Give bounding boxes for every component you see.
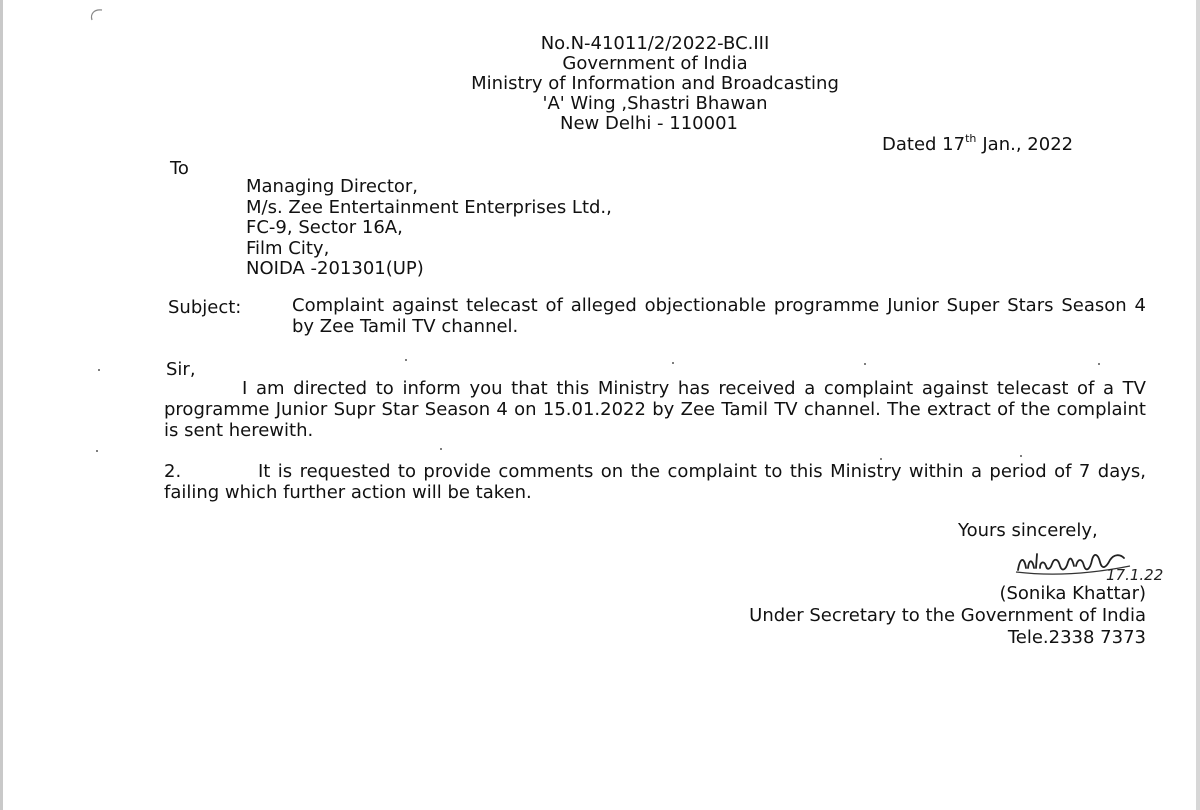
ministry-name: Ministry of Information and Broadcasting	[471, 73, 839, 94]
signatory-telephone: Tele.2338 7373	[1007, 627, 1146, 648]
signatory-block	[749, 583, 1146, 649]
date-ordinal: th	[965, 132, 977, 145]
date-suffix: Jan., 2022	[982, 134, 1074, 155]
address-line: NOIDA -201301(UP)	[246, 258, 424, 279]
signatory-name: (Sonika Khattar)	[999, 583, 1146, 604]
signature-date: 17.1.22	[1106, 566, 1164, 584]
office-wing: 'A' Wing ,Shastri Bhawan	[542, 93, 768, 114]
to-label: To	[170, 158, 189, 179]
paragraph-number: 2.	[164, 461, 182, 482]
address-line: Managing Director,	[246, 176, 419, 197]
scan-speck	[405, 359, 407, 361]
corner-scan-mark	[86, 6, 106, 22]
scan-speck	[672, 362, 674, 364]
subject-label: Subject:	[168, 297, 242, 318]
scan-speck	[440, 448, 442, 450]
page-right-edge	[1196, 0, 1200, 810]
closing-phrase: Yours sincerely,	[958, 520, 1098, 541]
salutation: Sir,	[166, 359, 196, 380]
letter-date	[882, 132, 1073, 155]
scan-speck	[880, 458, 882, 460]
page-left-edge	[0, 0, 3, 810]
date-prefix: Dated 17	[882, 134, 966, 155]
subject-text: Complaint against telecast of alleged objectionable programme Junior Super Stars Season 4 by Zee Tamil TV channel.	[292, 295, 1146, 337]
government-name: Government of India	[562, 53, 748, 74]
body-paragraph-1: I am directed to inform you that this Ministry has received a complaint against telecast of a TV programme Junior Supr Star Season 4 on 15.01.2022 by Zee Tamil TV channel. The extract of the complaint is sent herewith.	[164, 378, 1146, 441]
address-line: M/s. Zee Entertainment Enterprises Ltd.,	[246, 196, 612, 218]
scan-speck	[96, 450, 98, 452]
recipient-address	[246, 177, 612, 280]
address-line: Film City,	[246, 237, 330, 259]
office-city: New Delhi - 110001	[560, 113, 738, 134]
scan-speck	[98, 369, 100, 371]
scan-speck	[1020, 455, 1022, 457]
reference-number: No.N-41011/2/2022-BC.III	[540, 33, 770, 54]
handwritten-signature	[1010, 536, 1200, 586]
address-line: FC-9, Sector 16A,	[246, 217, 403, 238]
letterhead	[420, 34, 890, 134]
scan-speck	[864, 363, 866, 365]
signatory-designation: Under Secretary to the Government of India	[749, 605, 1146, 626]
body-paragraph-2: It is requested to provide comments on the complaint to this Ministry within a period of 7 days, failing which further action will be taken.	[164, 461, 1146, 503]
scan-speck	[1098, 363, 1100, 365]
